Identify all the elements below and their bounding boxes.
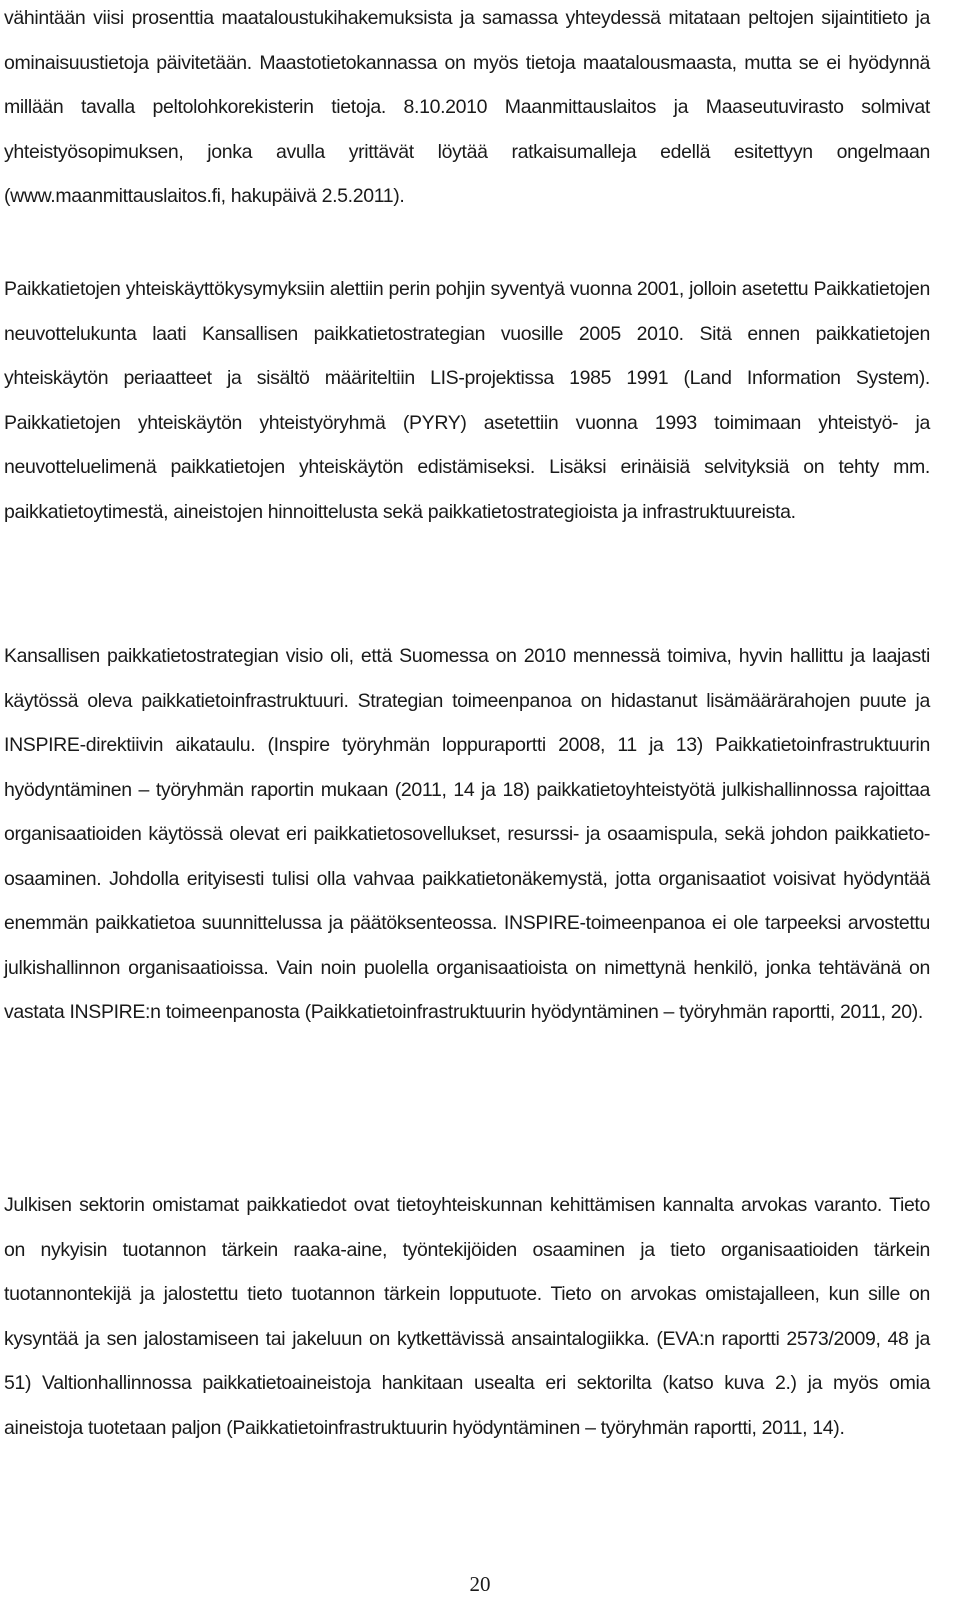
paragraph-2: Paikkatietojen yhteiskäyttökysymyksiin alettiin perin pohjin syventyä vuonna 2001, jolloin asetettu Paikkatietojen neuvottelukunta laati Kansallisen paikkatietostrategian vuosille 2005 2010. Sitä ennen paikkatietojen yhteiskäytön periaatteet ja sisältö määriteltiin LIS-projektissa 1985 1991 (Land Information System). Paikkatietojen yhteiskäytön yhteistyöryhmä (PYRY) asetettiin vuonna 1993 toimimaan yhteistyö- ja neuvotteluelimenä paikkatietojen yhteiskäytön edistämiseksi. Lisäksi erinäisiä selvityksiä on tehty mm. paikkatietoytimestä, aineistojen hinnoittelusta sekä paikkatietostrategioista ja infrastruktuureista. (4, 278, 930, 523)
paragraph-1: vähintään viisi prosenttia maataloustukihakemuksista ja samassa yhteydessä mitataan peltojen sijaintitieto ja ominaisuustietoja päivitetään. Maastotietokannassa on myös tietoja maatalousmaasta, mutta se ei hyödynnä millään tavalla peltolohkorekisterin tietoja. 8.10.2010 Maanmittauslaitos ja Maaseutuvirasto solmivat yhteistyösopimuksen, jonka avulla yrittävät löytää ratkaisumalleja edellä esitettyyn ongelmaan (www.maanmittauslaitos.fi, hakupäivä 2.5.2011). (4, 7, 930, 207)
page-number: 20 (469, 1572, 491, 1596)
paragraph-4: Julkisen sektorin omistamat paikkatiedot ovat tietoyhteiskunnan kehittämisen kannalta arvokas varanto. Tieto on nykyisin tuotannon tärkein raaka-aine, työntekijöiden osaaminen ja tieto organisaatioiden tärkein tuotannontekijä ja jalostettu tieto tuotannon tärkein lopputuote. Tieto on arvokas omistajalleen, kun sille on kysyntää ja sen jalostamiseen tai jakeluun on kytkettävissä ansaintalogiikka. (EVA:n raportti 2573/2009, 48 ja 51) Valtionhallinnossa paikkatietoaineistoja hankitaan usealta eri sektorilta (katso kuva 2.) ja myös omia aineistoja tuotetaan paljon (Paikkatietoinfrastruktuurin hyödyntäminen – työryhmän raportti, 2011, 14). (4, 1194, 930, 1439)
paragraph-3: Kansallisen paikkatietostrategian visio oli, että Suomessa on 2010 mennessä toimiva, hyvin hallittu ja laajasti käytössä oleva paikkatietoinfrastruktuuri. Strategian toimeenpanoa on hidastanut lisämäärärahojen puute ja INSPIRE-direktiivin aikataulu. (Inspire työryhmän loppuraportti 2008, 11 ja 13) Paikkatietoinfrastruktuurin hyödyntäminen – työryhmän raportin mukaan (2011, 14 ja 18) paikkatietoyhteistyötä julkishallinnossa rajoittaa organisaatioiden käytössä olevat eri paikkatietosovellukset, resurssi- ja osaamispula, sekä johdon paikkatieto-osaaminen. Johdolla erityisesti tulisi olla vahvaa paikkatietonäkemystä, jotta organisaatiot voisivat hyödyntää enemmän paikkatietoa suunnittelussa ja päätöksenteossa. INSPIRE-toimeenpanoa ei ole tarpeeksi arvostettu julkishallinnon organisaatioissa. Vain noin puolella organisaatioista on nimettynä henkilö, jonka tehtävänä on vastata INSPIRE:n toimeenpanosta (Paikkatietoinfrastruktuurin hyödyntäminen – työryhmän raportti, 2011, 20). (4, 645, 930, 1023)
